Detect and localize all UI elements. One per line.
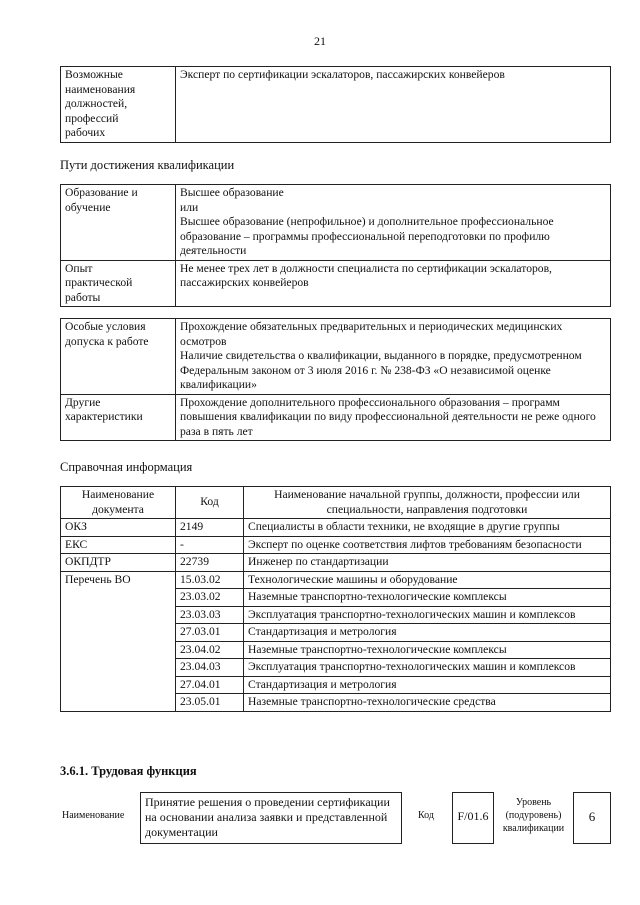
cell-code: - xyxy=(176,536,244,554)
header-name: Наименование начальной группы, должности, профессии или специальности, направления подготовки xyxy=(244,487,611,519)
cell-code: 27.03.01 xyxy=(176,624,244,642)
cell-name: Наземные транспортно-технологические средства xyxy=(244,694,611,712)
table-row xyxy=(61,394,611,441)
table-header-row xyxy=(61,487,611,519)
cell-code: 22739 xyxy=(176,554,244,572)
cell-code: 2149 xyxy=(176,519,244,537)
cell-code: 23.05.01 xyxy=(176,694,244,712)
cell-name: Эксперт по оценке соответствия лифтов требованиям безопасности xyxy=(244,536,611,554)
cell-code: 15.03.02 xyxy=(176,571,244,589)
special-conditions-label: Особые условия допуска к работе xyxy=(61,319,176,395)
cell-document: ОКПДТР xyxy=(61,554,176,572)
education-value: Высшее образование или Высшее образование (непрофильное) и дополнительное профессиональное образование – программы профессиональной переподготовки по профилю деятельности xyxy=(176,185,611,261)
conditions-table xyxy=(60,318,611,441)
cell-document: ЕКС xyxy=(61,536,176,554)
cell-code: 23.03.03 xyxy=(176,606,244,624)
cell-name: Технологические машины и оборудование xyxy=(244,571,611,589)
table-row xyxy=(61,571,611,589)
cell-name: Инженер по стандартизации xyxy=(244,554,611,572)
possible-titles-label: Возможные наименования должностей, профессий рабочих xyxy=(61,67,176,143)
table-row xyxy=(61,554,611,572)
cell-code: 27.04.01 xyxy=(176,676,244,694)
education-label: Образование и обучение xyxy=(61,185,176,261)
cell-name: Специалисты в области техники, не входящие в другие группы xyxy=(244,519,611,537)
table-row xyxy=(61,67,611,143)
code-label: Код xyxy=(418,810,434,821)
possible-titles-value: Эксперт по сертификации эскалаторов, пассажирских конвейеров xyxy=(176,67,611,143)
experience-value: Не менее трех лет в должности специалиста по сертификации эскалаторов, пассажирских конвейеров xyxy=(176,260,611,307)
table-row xyxy=(61,260,611,307)
possible-titles-table xyxy=(60,66,611,143)
cell-document: ОКЗ xyxy=(61,519,176,537)
cell-code: 23.04.02 xyxy=(176,641,244,659)
paths-heading: Пути достижения квалификации xyxy=(60,158,235,172)
level-value-box: 6 xyxy=(573,792,611,844)
name-label: Наименование xyxy=(62,810,125,821)
cell-name: Эксплуатация транспортно-технологических машин и комплексов xyxy=(244,606,611,624)
cell-code: 23.03.02 xyxy=(176,589,244,607)
cell-name: Наземные транспортно-технологические комплексы xyxy=(244,641,611,659)
reference-table xyxy=(60,486,611,712)
page-number: 21 xyxy=(314,34,326,48)
header-code: Код xyxy=(176,487,244,519)
labor-function-heading: 3.6.1. Трудовая функция xyxy=(60,764,197,778)
special-conditions-value: Прохождение обязательных предварительных и периодических медицинских осмотров Наличие свидетельства о квалификации, выданного в порядке, предусмотренном Федеральным законом от 3 июля 2016 г. № 238-ФЗ «О независимой оценке квалификации» xyxy=(176,319,611,395)
table-row xyxy=(61,185,611,261)
table-row xyxy=(61,319,611,395)
table-row xyxy=(61,519,611,537)
table-row xyxy=(61,536,611,554)
reference-heading: Справочная информация xyxy=(60,460,193,474)
other-value: Прохождение дополнительного профессионального образования – программ повышения квалификации по виду профессиональной деятельности не реже одного раза в пять лет xyxy=(176,394,611,441)
paths-table xyxy=(60,184,611,307)
header-document: Наименование документа xyxy=(61,487,176,519)
experience-label: Опыт практической работы xyxy=(61,260,176,307)
cell-document: Перечень ВО xyxy=(61,571,176,711)
cell-name: Стандартизация и метрология xyxy=(244,624,611,642)
cell-name: Эксплуатация транспортно-технологических машин и комплексов xyxy=(244,659,611,677)
other-label: Другие характеристики xyxy=(61,394,176,441)
function-code-box: F/01.6 xyxy=(452,792,494,844)
cell-name: Стандартизация и метрология xyxy=(244,676,611,694)
function-name-box: Принятие решения о проведении сертификации на основании анализа заявки и представленной документации xyxy=(140,792,402,844)
cell-code: 23.04.03 xyxy=(176,659,244,677)
level-label: Уровень (подуровень) квалификации xyxy=(502,797,565,834)
cell-name: Наземные транспортно-технологические комплексы xyxy=(244,589,611,607)
